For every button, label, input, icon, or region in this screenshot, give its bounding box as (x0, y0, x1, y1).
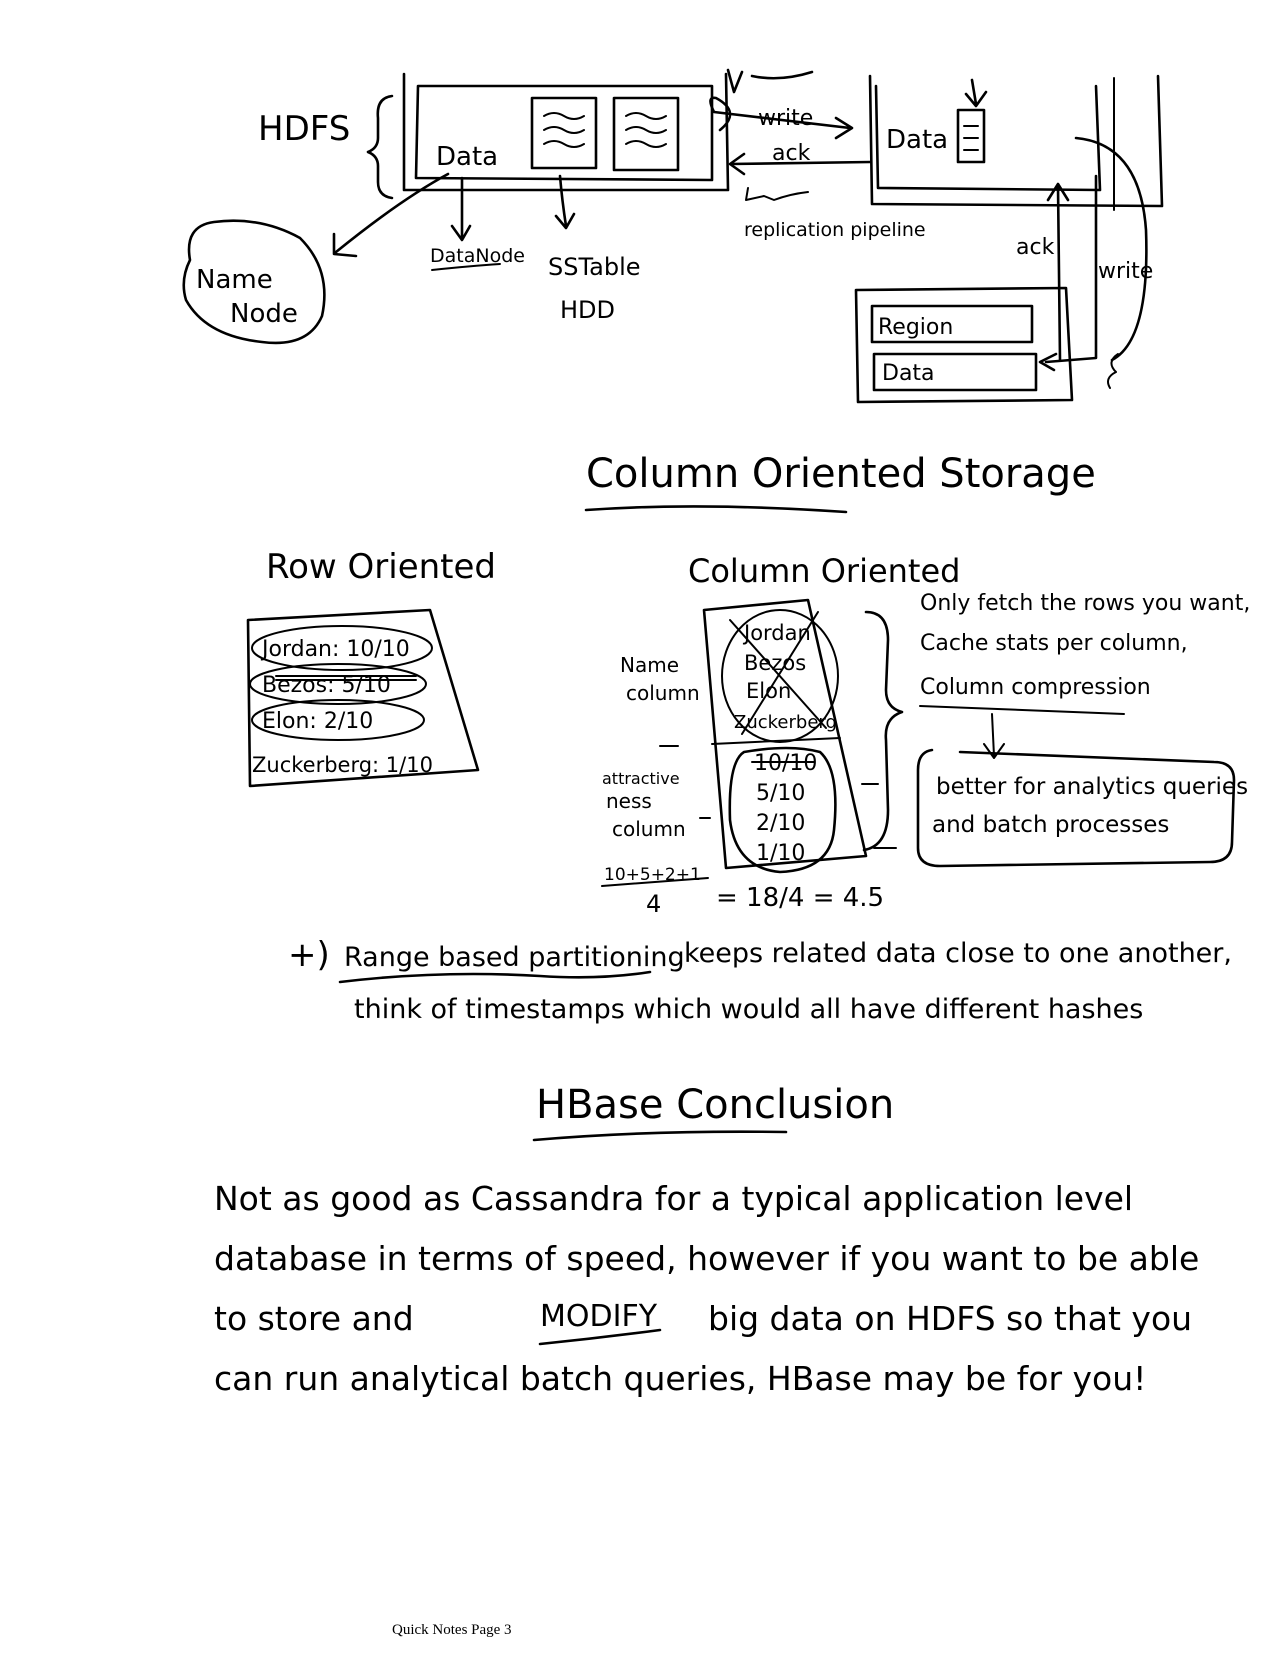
hbase-conclusion (214, 1082, 1199, 1398)
hdfs-diagram (184, 70, 1162, 402)
name-column-label-2: column (626, 681, 700, 705)
page-footer: Quick Notes Page 3 (392, 1622, 512, 1638)
attr-column-label-2: ness (606, 789, 652, 813)
conclusion-title: HBase Conclusion (536, 1082, 895, 1128)
score-cell: 5/10 (756, 781, 806, 806)
note-line: Only fetch the rows you want, (920, 591, 1251, 616)
namenode-label-2: Node (230, 299, 298, 329)
datanode-label: DataNode (430, 245, 525, 267)
data-right-label: Data (886, 125, 949, 155)
column-storage-title: Column Oriented Storage (586, 451, 1096, 497)
sstable-sheet-2 (614, 98, 678, 170)
namenode-arrow (334, 174, 448, 256)
note-line: Column compression (920, 675, 1151, 700)
sstable-sheet-1 (532, 98, 596, 168)
note-line: Cache stats per column, (920, 631, 1188, 656)
calc-numerator: 10+5+2+1 (604, 865, 701, 885)
replication-pipeline-label: replication pipeline (744, 219, 926, 241)
hdfs-label: HDFS (258, 109, 351, 149)
attr-column-label-1: attractive (602, 769, 680, 788)
score-cell: 10/10 (754, 751, 818, 776)
hdd-label: HDD (560, 296, 616, 324)
conclusion-line-3a: to store and (214, 1299, 414, 1338)
row-oriented-heading: Row Oriented (266, 547, 496, 587)
data-left-label: Data (436, 142, 499, 172)
namenode-label-1: Name (196, 265, 273, 295)
score-cell: 1/10 (756, 841, 806, 866)
calc-result: = 18/4 = 4.5 (716, 883, 885, 913)
sstable-sheet-right (958, 110, 984, 162)
benefit-line: better for analytics queries (936, 774, 1249, 800)
write-label: write (758, 106, 814, 131)
benefit-line: and batch processes (932, 812, 1170, 838)
write-right-curve (1076, 138, 1146, 360)
range-underlined: Range based partitioning (344, 942, 685, 973)
name-cell: Zuckerberg (734, 712, 837, 733)
range-line-2: think of timestamps which would all have different hashes (354, 994, 1144, 1025)
name-cell: Elon (746, 679, 792, 703)
row-item: Elon: 2/10 (262, 709, 374, 734)
attr-column-label-3: column (612, 817, 686, 841)
row-item: Jordan: 10/10 (262, 637, 410, 662)
benefit-box (918, 750, 1234, 866)
hdfs-brace (368, 96, 392, 198)
conclusion-line-1: Not as good as Cassandra for a typical application level (214, 1179, 1134, 1218)
conclusion-modify: MODIFY (540, 1299, 658, 1334)
conclusion-line-3b: big data on HDFS so that you (708, 1299, 1193, 1338)
data-box-label: Data (882, 361, 935, 386)
range-partitioning-note (288, 935, 1232, 1025)
ack-label: ack (772, 141, 811, 166)
conclusion-line-4: can run analytical batch queries, HBase may be for you! (214, 1359, 1147, 1398)
calc-denominator: 4 (646, 890, 662, 918)
name-column-label-1: Name (620, 653, 680, 677)
column-storage-section (248, 451, 1250, 918)
range-prefix: +) (288, 935, 330, 975)
sstable-label: SSTable (548, 253, 641, 281)
name-cell: Bezos (744, 651, 807, 675)
column-oriented-heading: Column Oriented (688, 552, 961, 590)
region-label: Region (878, 315, 954, 340)
row-item: Bezos: 5/10 (262, 673, 391, 698)
ack-right-label: ack (1016, 235, 1055, 260)
score-cell: 2/10 (756, 811, 806, 836)
row-item: Zuckerberg: 1/10 (252, 753, 433, 777)
name-cell: Jordan (744, 621, 811, 645)
notes-brace (864, 612, 902, 850)
write-right-label: write (1098, 259, 1154, 284)
ack-right-arrow (1048, 184, 1068, 360)
conclusion-line-2: database in terms of speed, however if you want to be able (214, 1239, 1200, 1278)
range-rest: keeps related data close to one another, (684, 938, 1232, 969)
